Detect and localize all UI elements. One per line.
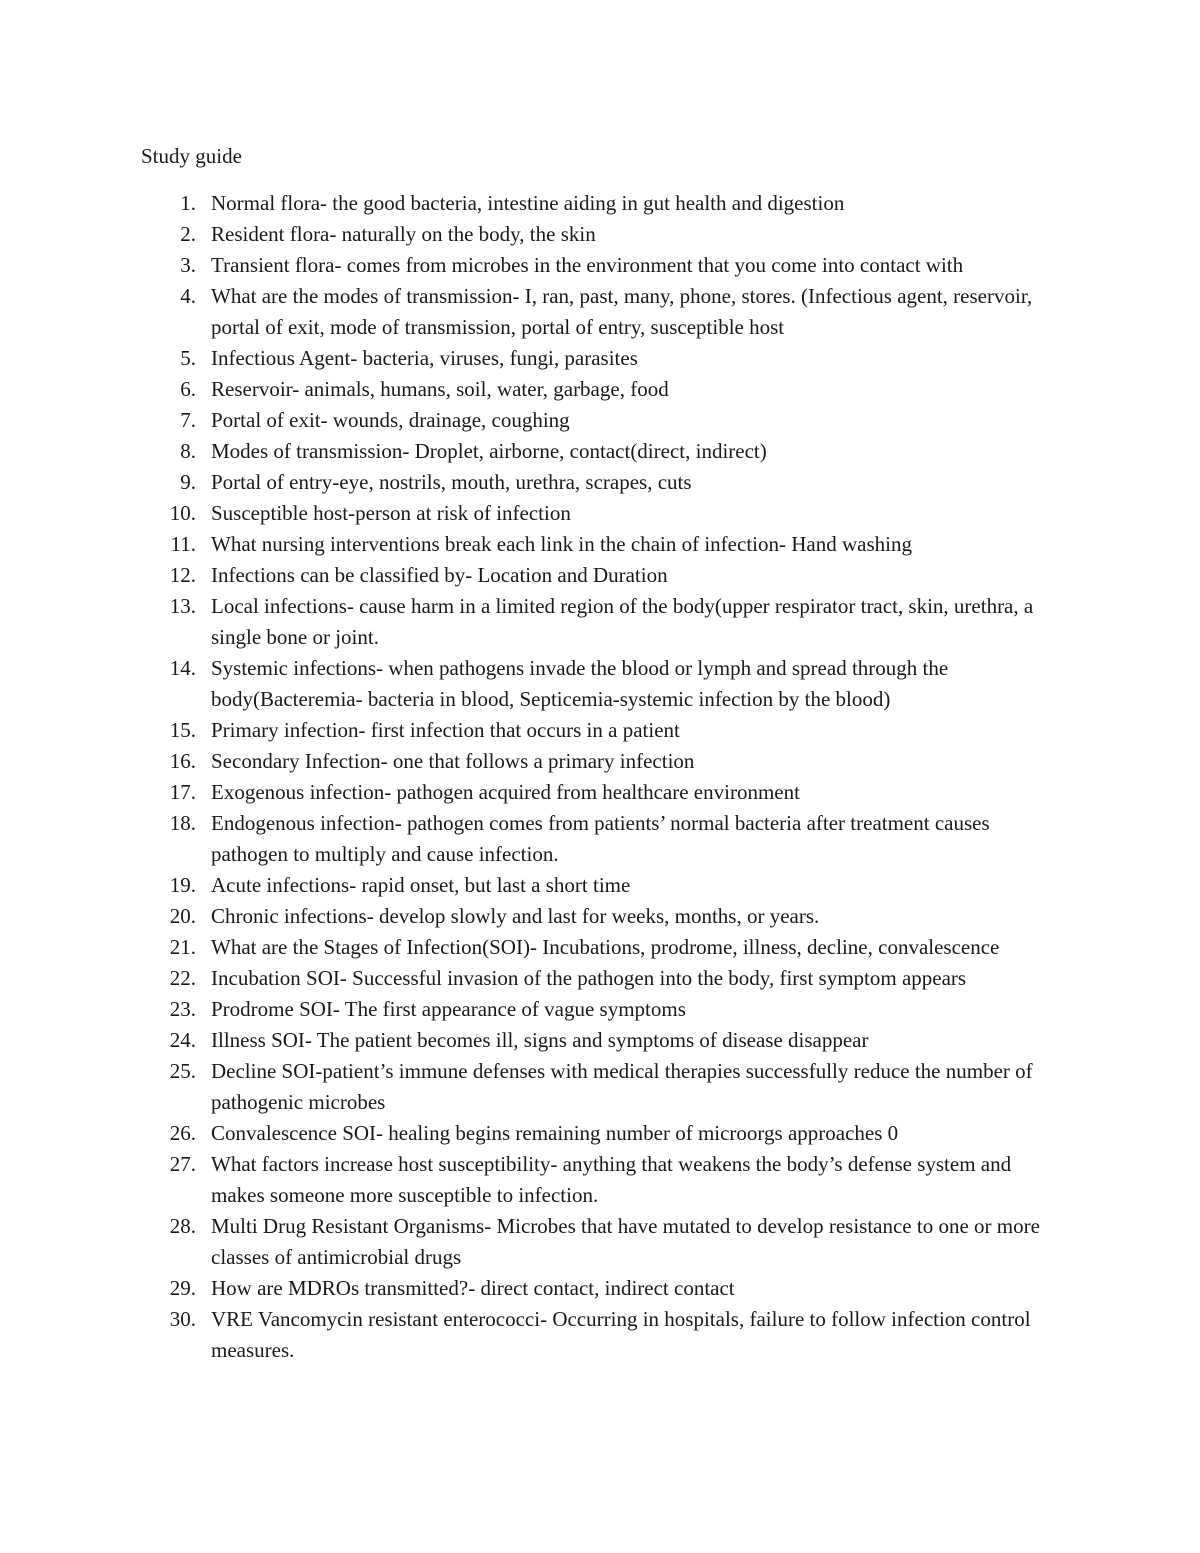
list-item-text: Convalescence SOI- healing begins remaining number of microorgs approaches 0 bbox=[211, 1121, 899, 1145]
list-item bbox=[0, 188, 1061, 219]
list-item-text: Modes of transmission- Droplet, airborne, contact(direct, indirect) bbox=[211, 439, 767, 463]
list-item-number: 29. bbox=[169, 1276, 196, 1300]
list-item bbox=[0, 467, 1061, 498]
list-item-text: Incubation SOI- Successful invasion of the pathogen into the body, first symptom appears bbox=[211, 966, 967, 990]
list-item bbox=[0, 374, 1061, 405]
list-item-number: 9. bbox=[180, 470, 196, 494]
list-item-number: 11. bbox=[170, 532, 196, 556]
list-item bbox=[0, 1211, 1061, 1273]
list-item-text: Reservoir- animals, humans, soil, water, garbage, food bbox=[211, 377, 669, 401]
list-item bbox=[0, 994, 1061, 1025]
list-item bbox=[0, 715, 1061, 746]
list-item-text: Decline SOI-patient’s immune defenses with medical therapies successfully reduce the number of pathogenic microbes bbox=[211, 1059, 1033, 1114]
list-item-text: Exogenous infection- pathogen acquired from healthcare environment bbox=[211, 780, 800, 804]
list-item bbox=[0, 870, 1061, 901]
list-item bbox=[0, 653, 1061, 715]
list-item-text: What are the modes of transmission- I, ran, past, many, phone, stores. (Infectious agent, reservoir, portal of exit, mode of transmission, portal of entry, susceptible host bbox=[211, 284, 1033, 339]
page-title: Study guide bbox=[141, 144, 242, 168]
list-item bbox=[0, 746, 1061, 777]
list-item bbox=[0, 777, 1061, 808]
list-item-text: Infections can be classified by- Location and Duration bbox=[211, 563, 668, 587]
list-item-text: Secondary Infection- one that follows a primary infection bbox=[211, 749, 695, 773]
list-item-number: 15. bbox=[169, 718, 196, 742]
list-item bbox=[0, 343, 1061, 374]
list-item-text: Portal of exit- wounds, drainage, coughing bbox=[211, 408, 570, 432]
list-item-number: 17. bbox=[169, 780, 196, 804]
list-item-number: 26. bbox=[169, 1121, 196, 1145]
list-item-number: 10. bbox=[169, 501, 196, 525]
list-item-number: 23. bbox=[169, 997, 196, 1021]
list-item bbox=[0, 219, 1061, 250]
list-item-number: 12. bbox=[169, 563, 196, 587]
list-item bbox=[0, 529, 1061, 560]
list-item-number: 30. bbox=[169, 1307, 196, 1331]
list-item-number: 13. bbox=[169, 594, 196, 618]
study-guide-list bbox=[0, 188, 1200, 1366]
list-item-number: 5. bbox=[180, 346, 196, 370]
list-item-text: Acute infections- rapid onset, but last a short time bbox=[211, 873, 631, 897]
list-item-text: What factors increase host susceptibility- anything that weakens the body’s defense system and makes someone more susceptible to infection. bbox=[211, 1152, 1012, 1207]
list-item-text: Local infections- cause harm in a limited region of the body(upper respirator tract, skin, urethra, a single bone or joint. bbox=[211, 594, 1034, 649]
list-item bbox=[0, 250, 1061, 281]
list-item bbox=[0, 1273, 1061, 1304]
list-item-number: 1. bbox=[180, 191, 196, 215]
list-item bbox=[0, 281, 1061, 343]
list-item bbox=[0, 1056, 1061, 1118]
list-item-number: 8. bbox=[180, 439, 196, 463]
list-item bbox=[0, 963, 1061, 994]
list-item-text: Transient flora- comes from microbes in the environment that you come into contact with bbox=[211, 253, 964, 277]
list-item-text: Susceptible host-person at risk of infection bbox=[211, 501, 571, 525]
list-item bbox=[0, 591, 1061, 653]
list-item bbox=[0, 560, 1061, 591]
list-item-text: Endogenous infection- pathogen comes from patients’ normal bacteria after treatment causes pathogen to multiply and cause infection. bbox=[211, 811, 990, 866]
list-item-number: 6. bbox=[180, 377, 196, 401]
list-item bbox=[0, 932, 1061, 963]
list-item-number: 4. bbox=[180, 284, 196, 308]
list-item-number: 16. bbox=[169, 749, 196, 773]
list-item-number: 27. bbox=[169, 1152, 196, 1176]
list-item bbox=[0, 1149, 1061, 1211]
list-item-text: What are the Stages of Infection(SOI)- Incubations, prodrome, illness, decline, convalescence bbox=[211, 935, 1000, 959]
list-item-number: 7. bbox=[180, 408, 196, 432]
list-item-number: 2. bbox=[180, 222, 196, 246]
list-item bbox=[0, 901, 1061, 932]
list-item-text: VRE Vancomycin resistant enterococci- Occurring in hospitals, failure to follow infection control measures. bbox=[211, 1307, 1031, 1362]
list-item-number: 20. bbox=[169, 904, 196, 928]
list-item-number: 18. bbox=[169, 811, 196, 835]
list-item-text: What nursing interventions break each link in the chain of infection- Hand washing bbox=[211, 532, 912, 556]
list-item-text: Prodrome SOI- The first appearance of vague symptoms bbox=[211, 997, 686, 1021]
list-item-number: 3. bbox=[180, 253, 196, 277]
list-item-text: Portal of entry-eye, nostrils, mouth, urethra, scrapes, cuts bbox=[211, 470, 692, 494]
list-item-text: Chronic infections- develop slowly and last for weeks, months, or years. bbox=[211, 904, 820, 928]
list-item bbox=[0, 808, 1061, 870]
list-item-number: 25. bbox=[169, 1059, 196, 1083]
list-item bbox=[0, 1118, 1061, 1149]
list-item-text: Primary infection- first infection that occurs in a patient bbox=[211, 718, 680, 742]
list-item-text: How are MDROs transmitted?- direct contact, indirect contact bbox=[211, 1276, 735, 1300]
list-item-number: 21. bbox=[169, 935, 196, 959]
list-item-number: 28. bbox=[169, 1214, 196, 1238]
list-item-text: Infectious Agent- bacteria, viruses, fungi, parasites bbox=[211, 346, 638, 370]
list-item bbox=[0, 405, 1061, 436]
list-item-number: 24. bbox=[169, 1028, 196, 1052]
list-item-number: 14. bbox=[169, 656, 196, 680]
list-item-text: Multi Drug Resistant Organisms- Microbes that have mutated to develop resistance to one or more classes of antimicrobial drugs bbox=[211, 1214, 1040, 1269]
list-item-text: Systemic infections- when pathogens invade the blood or lymph and spread through the body(Bacteremia- bacteria in blood, Septicemia-systemic infection by the blood) bbox=[211, 656, 949, 711]
list-item bbox=[0, 1304, 1061, 1366]
list-item-number: 19. bbox=[169, 873, 196, 897]
list-item bbox=[0, 436, 1061, 467]
list-item bbox=[0, 498, 1061, 529]
list-item bbox=[0, 1025, 1061, 1056]
list-item-text: Illness SOI- The patient becomes ill, signs and symptoms of disease disappear bbox=[211, 1028, 869, 1052]
list-item-number: 22. bbox=[169, 966, 196, 990]
list-item-text: Normal flora- the good bacteria, intestine aiding in gut health and digestion bbox=[211, 191, 845, 215]
list-item-text: Resident flora- naturally on the body, the skin bbox=[211, 222, 596, 246]
